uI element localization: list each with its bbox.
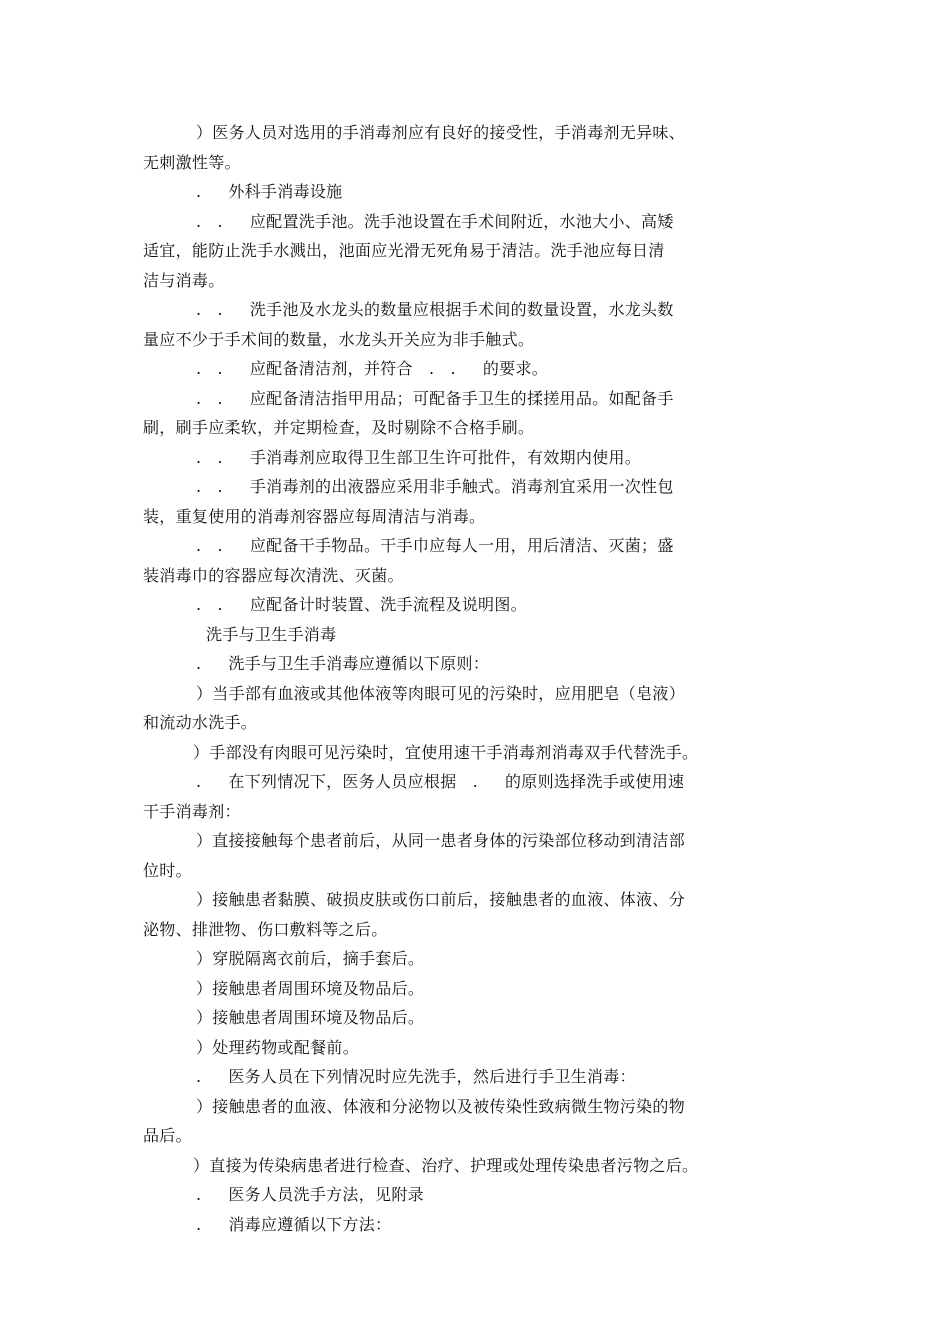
text-line: . . 应配备清洁指甲用品；可配备手卫生的揉搓用品。如配备手 [196, 388, 674, 408]
text-line: ）处理药物或配餐前。 [196, 1037, 360, 1057]
text-line: 泌物、排泄物、伤口敷料等之后。 [143, 919, 388, 939]
text-line: . 洗手与卫生手消毒应遵循以下原则： [196, 654, 490, 673]
text-line: . . 洗手池及水龙头的数量应根据手术间的数量设置，水龙头数 [196, 300, 674, 319]
text-line: 品后。 [143, 1126, 192, 1145]
text-line: . . 应配置洗手池。洗手池设置在手术间附近，水池大小、高矮 [196, 211, 674, 231]
text-line: 干手消毒剂： [143, 801, 241, 821]
text-line: . . 应配备干手物品。干手巾应每人一用，用后清洁、灭菌；盛 [196, 536, 674, 555]
text-line: ）直接为传染病患者进行检查、治疗、护理或处理传染患者污物之后。 [193, 1155, 699, 1175]
text-line: 刷，刷手应柔软，并定期检查，及时剔除不合格手刷。 [143, 418, 535, 437]
text-line: 装消毒巾的容器应每次清洗、灭菌。 [143, 565, 404, 585]
text-line: ）当手部有血液或其他体液等肉眼可见的污染时，应用肥皂（皂液） [196, 683, 686, 703]
text-line: . . 手消毒剂的出液器应采用非手触式。消毒剂宜采用一次性包 [196, 477, 674, 496]
text-line: ）直接接触每个患者前后，从同一患者身体的污染部位移动到清洁部 [196, 831, 686, 850]
text-line: . . 应配备清洁剂，并符合 . . 的要求。 [196, 359, 549, 378]
section-heading: 洗手与卫生手消毒 [206, 624, 337, 644]
text-line: ）穿脱隔离衣前后，摘手套后。 [196, 949, 425, 968]
text-line: . . 手消毒剂应取得卫生部卫生许可批件，有效期内使用。 [196, 447, 642, 467]
text-line: 适宜，能防止洗手水溅出，池面应光滑无死角易于清洁。洗手池应每日清 [143, 241, 665, 260]
text-line: . . 应配备计时装置、洗手流程及说明图。 [196, 595, 527, 614]
text-line: ）接触患者周围环境及物品后。 [196, 978, 425, 998]
text-line: . 医务人员在下列情况时应先洗手，然后进行手卫生消毒： [196, 1067, 636, 1086]
text-line: 和流动水洗手。 [143, 713, 258, 732]
text-line: ）手部没有肉眼可见污染时，宜使用速干手消毒剂消毒双手代替洗手。 [193, 742, 699, 762]
text-line: . 消毒应遵循以下方法： [196, 1214, 392, 1234]
document-body [143, 118, 807, 1239]
text-line: 位时。 [143, 860, 192, 880]
text-line: . 外科手消毒设施 [196, 182, 343, 201]
text-line: . 在下列情况下，医务人员应根据 . 的原则选择洗手或使用速 [196, 772, 685, 791]
text-line: ）接触患者黏膜、破损皮肤或伤口前后，接触患者的血液、体液、分 [196, 890, 686, 909]
text-line: 洁与消毒。 [143, 270, 225, 290]
text-line: 装，重复使用的消毒剂容器应每周清洁与消毒。 [143, 506, 486, 526]
text-line: ）医务人员对选用的手消毒剂应有良好的接受性，手消毒剂无异味、 [196, 123, 686, 142]
text-line: ）接触患者周围环境及物品后。 [196, 1008, 425, 1027]
text-line: . 医务人员洗手方法，见附录 [196, 1185, 424, 1204]
text-line: ）接触患者的血液、体液和分泌物以及被传染性致病微生物污染的物 [196, 1096, 686, 1116]
text-line: 量应不少于手术间的数量，水龙头开关应为非手触式。 [143, 329, 535, 349]
text-line: 无刺激性等。 [143, 152, 241, 172]
